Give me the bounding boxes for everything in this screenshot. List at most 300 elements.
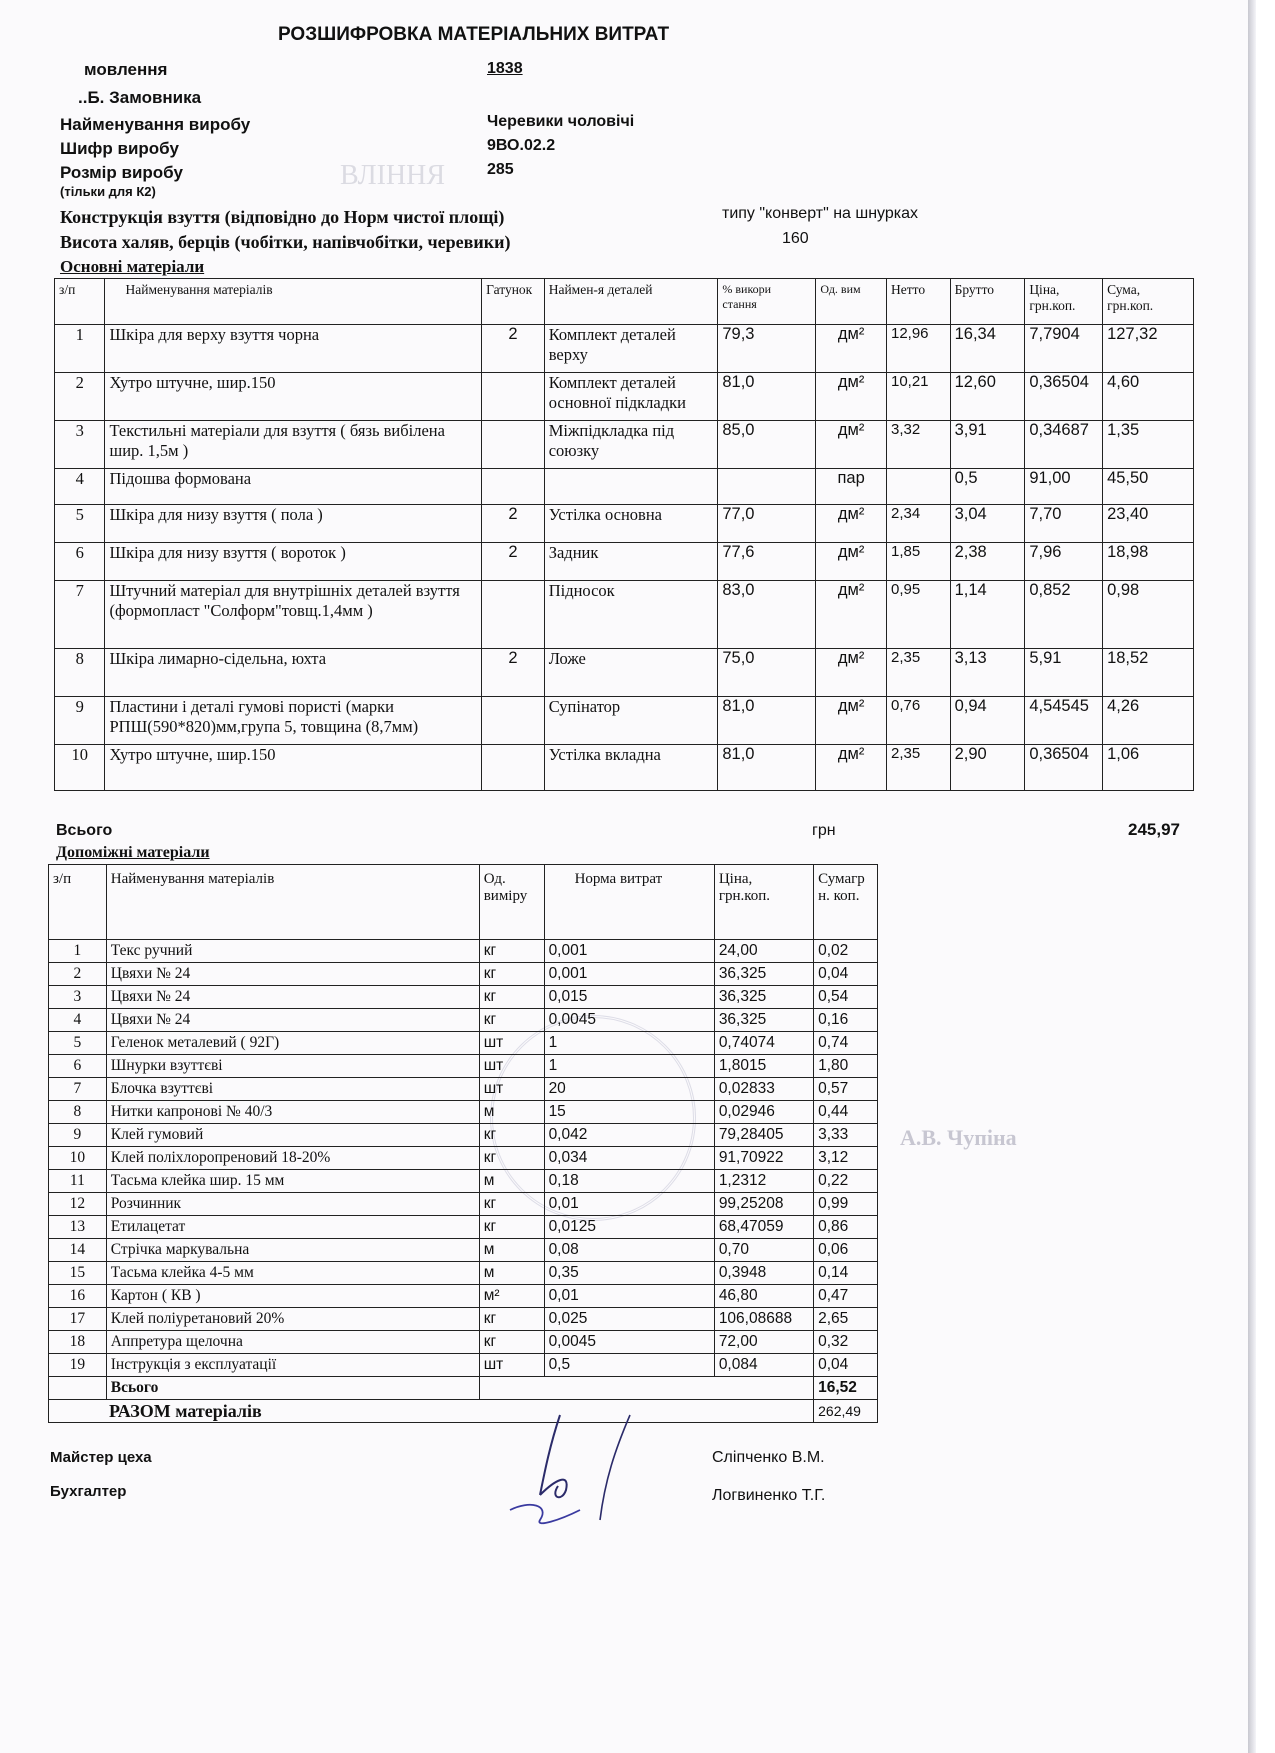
col-sum — [1103, 279, 1194, 325]
gross: 0,94 — [950, 697, 1025, 745]
unit: кг — [479, 1124, 544, 1147]
norm: 1 — [544, 1032, 714, 1055]
detail-name: Устілка основна — [544, 505, 718, 543]
aux-table-row — [49, 1285, 878, 1308]
sum: 0,02 — [814, 940, 878, 963]
aux-table-row — [49, 1124, 878, 1147]
gross: 16,34 — [950, 325, 1025, 373]
row-number: 17 — [49, 1308, 107, 1331]
grade — [482, 373, 545, 421]
detail-name: Підносок — [544, 581, 718, 649]
material-name: Цвяхи № 24 — [106, 986, 479, 1009]
sum: 45,50 — [1103, 469, 1194, 505]
row-number: 1 — [49, 940, 107, 963]
norm: 0,001 — [544, 963, 714, 986]
price: 36,325 — [714, 986, 813, 1009]
net: 2,35 — [886, 745, 950, 791]
row-number: 3 — [55, 421, 105, 469]
aux-table-row — [49, 1216, 878, 1239]
price: 7,96 — [1025, 543, 1103, 581]
handwritten-signature — [500, 1410, 680, 1530]
net: 2,34 — [886, 505, 950, 543]
unit: кг — [479, 963, 544, 986]
usage-pct: 79,3 — [718, 325, 816, 373]
material-name: Шнурки взуттєві — [106, 1055, 479, 1078]
aux-col-price-line2: грн.коп. — [718, 888, 771, 904]
material-name: Тасьма клейка шир. 15 мм — [106, 1170, 479, 1193]
sum: 0,22 — [814, 1170, 878, 1193]
unit: кг — [479, 1308, 544, 1331]
aux-total-label: Всього — [106, 1377, 479, 1400]
row-number: 1 — [55, 325, 105, 373]
main-table-row — [55, 543, 1194, 581]
main-table-row — [55, 697, 1194, 745]
price: 4,54545 — [1025, 697, 1103, 745]
unit: м — [479, 1262, 544, 1285]
usage-pct — [718, 469, 816, 505]
net: 0,95 — [886, 581, 950, 649]
unit: дм² — [816, 697, 887, 745]
grade: 2 — [482, 505, 545, 543]
row-number: 8 — [55, 649, 105, 697]
aux-table-row — [49, 1147, 878, 1170]
order-value: 1838 — [487, 60, 523, 77]
sum: 0,47 — [814, 1285, 878, 1308]
sum: 3,12 — [814, 1147, 878, 1170]
price: 36,325 — [714, 963, 813, 986]
aux-table-body — [49, 940, 878, 1423]
price: 106,08688 — [714, 1308, 813, 1331]
construction-value: типу "конверт" на шнурках — [722, 205, 919, 222]
sum: 0,04 — [814, 963, 878, 986]
norm: 1 — [544, 1055, 714, 1078]
usage-pct: 83,0 — [718, 581, 816, 649]
order-label: мовлення — [84, 60, 168, 79]
main-total-label: Всього — [56, 822, 113, 839]
aux-col-unit-line1: Од. — [483, 871, 506, 887]
page-edge-shadow — [1248, 0, 1256, 1753]
row-number: 5 — [49, 1032, 107, 1055]
usage-pct: 77,6 — [718, 543, 816, 581]
net — [886, 469, 950, 505]
col-detail-name: Наймен-я деталей — [544, 279, 718, 325]
net: 1,85 — [886, 543, 950, 581]
norm: 0,0125 — [544, 1216, 714, 1239]
size-note: (тільки для К2) — [60, 184, 156, 199]
unit: м — [479, 1101, 544, 1124]
sum: 0,06 — [814, 1239, 878, 1262]
row-number: 2 — [55, 373, 105, 421]
usage-pct: 75,0 — [718, 649, 816, 697]
main-total-value: 245,97 — [1128, 820, 1180, 839]
row-number: 12 — [49, 1193, 107, 1216]
gross: 0,5 — [950, 469, 1025, 505]
col-price-line1: Ціна, — [1029, 282, 1060, 297]
material-name: Цвяхи № 24 — [106, 963, 479, 986]
norm: 0,0045 — [544, 1009, 714, 1032]
col-price-line2: грн.коп. — [1029, 298, 1076, 313]
gross: 3,04 — [950, 505, 1025, 543]
document-title: РОЗШИФРОВКА МАТЕРІАЛЬНИХ ВИТРАТ — [278, 24, 670, 45]
sum: 4,26 — [1103, 697, 1194, 745]
sum: 2,65 — [814, 1308, 878, 1331]
detail-name: Комплект деталей основної підкладки — [544, 373, 718, 421]
norm: 0,001 — [544, 940, 714, 963]
usage-pct: 85,0 — [718, 421, 816, 469]
aux-table-row — [49, 1032, 878, 1055]
aux-col-sum-line1: Сумагр — [818, 871, 865, 887]
unit: шт — [479, 1055, 544, 1078]
price: 0,02833 — [714, 1078, 813, 1101]
product-code-value: 9ВО.02.2 — [487, 137, 556, 154]
price: 7,7904 — [1025, 325, 1103, 373]
unit: шт — [479, 1032, 544, 1055]
price: 5,91 — [1025, 649, 1103, 697]
aux-table-row — [49, 1009, 878, 1032]
usage-pct: 81,0 — [718, 697, 816, 745]
col-price — [1025, 279, 1103, 325]
unit: кг — [479, 1009, 544, 1032]
unit: дм² — [816, 581, 887, 649]
price: 7,70 — [1025, 505, 1103, 543]
material-name: Нитки капронові № 40/3 — [106, 1101, 479, 1124]
price: 79,28405 — [714, 1124, 813, 1147]
price: 36,325 — [714, 1009, 813, 1032]
price: 91,70922 — [714, 1147, 813, 1170]
unit: дм² — [816, 421, 887, 469]
grade — [482, 697, 545, 745]
material-name: Підошва формована — [105, 469, 482, 505]
accountant-label: Бухгалтер — [50, 1483, 127, 1500]
bleed-through-signature-name: А.В. Чупіна — [900, 1125, 1017, 1150]
sum: 0,99 — [814, 1193, 878, 1216]
main-table-row — [55, 469, 1194, 505]
aux-table-row — [49, 1193, 878, 1216]
unit: кг — [479, 1216, 544, 1239]
grade: 2 — [482, 543, 545, 581]
main-section-title: Основні матеріали — [60, 257, 205, 276]
detail-name: Комплект деталей верху — [544, 325, 718, 373]
accountant-name: Логвиненко Т.Г. — [712, 1487, 826, 1504]
aux-col-number: з/п — [49, 865, 107, 940]
row-number: 14 — [49, 1239, 107, 1262]
price: 0,36504 — [1025, 745, 1103, 791]
row-number: 4 — [49, 1009, 107, 1032]
row-number: 9 — [55, 697, 105, 745]
price: 0,36504 — [1025, 373, 1103, 421]
usage-pct: 81,0 — [718, 373, 816, 421]
grade — [482, 581, 545, 649]
main-table-row — [55, 325, 1194, 373]
grade — [482, 745, 545, 791]
unit: кг — [479, 940, 544, 963]
unit: кг — [479, 986, 544, 1009]
detail-name: Задник — [544, 543, 718, 581]
detail-name: Міжпідкладка під союзку — [544, 421, 718, 469]
row-number: 6 — [49, 1055, 107, 1078]
gross: 3,13 — [950, 649, 1025, 697]
col-grade: Гатунок — [482, 279, 545, 325]
price: 46,80 — [714, 1285, 813, 1308]
gross: 2,90 — [950, 745, 1025, 791]
material-name: Клей гумовий — [106, 1124, 479, 1147]
sum: 0,04 — [814, 1354, 878, 1377]
detail-name: Устілка вкладна — [544, 745, 718, 791]
price: 68,47059 — [714, 1216, 813, 1239]
sum: 0,74 — [814, 1032, 878, 1055]
row-number: 7 — [55, 581, 105, 649]
sum: 18,98 — [1103, 543, 1194, 581]
sum: 0,57 — [814, 1078, 878, 1101]
unit: кг — [479, 1193, 544, 1216]
row-number: 11 — [49, 1170, 107, 1193]
row-number: 19 — [49, 1354, 107, 1377]
material-name: Геленок металевий ( 92Г) — [106, 1032, 479, 1055]
aux-col-price — [714, 865, 813, 940]
aux-table-row — [49, 1170, 878, 1193]
gross: 1,14 — [950, 581, 1025, 649]
norm: 0,034 — [544, 1147, 714, 1170]
usage-pct: 77,0 — [718, 505, 816, 543]
unit: шт — [479, 1078, 544, 1101]
norm: 0,01 — [544, 1285, 714, 1308]
main-materials-table — [54, 278, 1194, 791]
grand-total-row — [49, 1400, 878, 1423]
main-table-row — [55, 581, 1194, 649]
unit: дм² — [816, 543, 887, 581]
col-unit: Од. вим — [816, 279, 887, 325]
sum: 4,60 — [1103, 373, 1194, 421]
sum: 127,32 — [1103, 325, 1194, 373]
aux-table-row — [49, 1262, 878, 1285]
aux-table-row — [49, 1308, 878, 1331]
price: 24,00 — [714, 940, 813, 963]
gross: 3,91 — [950, 421, 1025, 469]
unit: дм² — [816, 505, 887, 543]
row-number: 16 — [49, 1285, 107, 1308]
col-usage-pct — [718, 279, 816, 325]
product-code-label: Шифр виробу — [60, 139, 179, 158]
aux-col-price-line1: Ціна, — [718, 871, 753, 887]
price: 0,3948 — [714, 1262, 813, 1285]
material-name: Хутро штучне, шир.150 — [105, 373, 482, 421]
detail-name: Ложе — [544, 649, 718, 697]
col-sum-line1: Сума, — [1107, 282, 1141, 297]
construction-label: Конструкція взуття (відповідно до Норм чистої площі) — [60, 207, 505, 227]
material-name: Етилацетат — [106, 1216, 479, 1239]
product-name-label: Найменування виробу — [60, 115, 251, 134]
aux-total-spacer — [479, 1377, 813, 1400]
price: 99,25208 — [714, 1193, 813, 1216]
row-number: 4 — [55, 469, 105, 505]
sum: 1,35 — [1103, 421, 1194, 469]
col-usage-pct-line2: стання — [722, 297, 757, 311]
row-number: 6 — [55, 543, 105, 581]
gross: 12,60 — [950, 373, 1025, 421]
material-name: Шкіра для низу взуття ( пола ) — [105, 505, 482, 543]
sum: 1,80 — [814, 1055, 878, 1078]
aux-col-unit — [479, 865, 544, 940]
aux-total-value: 16,52 — [814, 1377, 878, 1400]
norm: 20 — [544, 1078, 714, 1101]
unit: м² — [479, 1285, 544, 1308]
unit: шт — [479, 1354, 544, 1377]
net: 3,32 — [886, 421, 950, 469]
sum: 0,32 — [814, 1331, 878, 1354]
material-name: Шкіра для низу взуття ( вороток ) — [105, 543, 482, 581]
material-name: Шкіра для верху взуття чорна — [105, 325, 482, 373]
sum: 0,86 — [814, 1216, 878, 1239]
norm: 0,042 — [544, 1124, 714, 1147]
unit: дм² — [816, 373, 887, 421]
unit: дм² — [816, 325, 887, 373]
aux-total-blank — [49, 1377, 107, 1400]
grand-total-label: РАЗОМ матеріалів — [49, 1400, 814, 1423]
norm: 0,015 — [544, 986, 714, 1009]
main-table-row — [55, 421, 1194, 469]
aux-table-row — [49, 1354, 878, 1377]
material-name: Текс ручний — [106, 940, 479, 963]
product-size-value: 285 — [487, 161, 514, 178]
aux-table-row — [49, 1101, 878, 1124]
norm: 0,025 — [544, 1308, 714, 1331]
norm: 0,08 — [544, 1239, 714, 1262]
col-usage-pct-line1: % викори — [722, 282, 772, 296]
grade: 2 — [482, 325, 545, 373]
main-table-row — [55, 649, 1194, 697]
norm: 0,01 — [544, 1193, 714, 1216]
sum: 1,06 — [1103, 745, 1194, 791]
height-label: Висота халяв, берців (чобітки, напівчобітки, черевики) — [60, 232, 511, 252]
norm: 0,0045 — [544, 1331, 714, 1354]
unit: пар — [816, 469, 887, 505]
aux-table-row — [49, 1239, 878, 1262]
sum: 23,40 — [1103, 505, 1194, 543]
row-number: 15 — [49, 1262, 107, 1285]
row-number: 3 — [49, 986, 107, 1009]
sum: 0,98 — [1103, 581, 1194, 649]
sum: 0,16 — [814, 1009, 878, 1032]
aux-col-sum-line2: н. коп. — [818, 888, 860, 904]
grade — [482, 469, 545, 505]
aux-table-row — [49, 940, 878, 963]
aux-col-unit-line2: виміру — [483, 888, 528, 904]
aux-total-row — [49, 1377, 878, 1400]
row-number: 10 — [55, 745, 105, 791]
price: 0,34687 — [1025, 421, 1103, 469]
price: 0,70 — [714, 1239, 813, 1262]
material-name: Клей поліхлоропреновий 18-20% — [106, 1147, 479, 1170]
price: 0,74074 — [714, 1032, 813, 1055]
material-name: Блочка взуттєві — [106, 1078, 479, 1101]
price: 1,8015 — [714, 1055, 813, 1078]
master-label: Майстер цеха — [50, 1449, 152, 1466]
usage-pct: 81,0 — [718, 745, 816, 791]
product-name-value: Черевики чоловічі — [487, 113, 635, 130]
row-number: 5 — [55, 505, 105, 543]
material-name: Текстильні матеріали для взуття ( бязь вибілена шир. 1,5м ) — [105, 421, 482, 469]
row-number: 9 — [49, 1124, 107, 1147]
norm: 0,18 — [544, 1170, 714, 1193]
aux-col-material-name: Найменування матеріалів — [106, 865, 479, 940]
aux-section-title: Допоміжні матеріали — [56, 844, 210, 861]
aux-table-row — [49, 963, 878, 986]
main-table-row — [55, 373, 1194, 421]
col-material-name: Найменування матеріалів — [105, 279, 482, 325]
row-number: 7 — [49, 1078, 107, 1101]
grand-total-value: 262,49 — [814, 1400, 878, 1423]
net: 0,76 — [886, 697, 950, 745]
unit: дм² — [816, 649, 887, 697]
material-name: Тасьма клейка 4-5 мм — [106, 1262, 479, 1285]
material-name: Пластини і деталі гумові пористі (марки РПШ(590*820)мм,група 5, товщина (8,7мм) — [105, 697, 482, 745]
material-name: Аппретура щелочна — [106, 1331, 479, 1354]
col-gross: Брутто — [950, 279, 1025, 325]
material-name: Цвяхи № 24 — [106, 1009, 479, 1032]
aux-table-row — [49, 1331, 878, 1354]
material-name: Інструкція з експлуатації — [106, 1354, 479, 1377]
aux-table-row — [49, 986, 878, 1009]
price: 72,00 — [714, 1331, 813, 1354]
sum: 0,54 — [814, 986, 878, 1009]
col-sum-line2: грн.коп. — [1107, 298, 1154, 313]
main-table-header-row — [55, 279, 1194, 325]
row-number: 18 — [49, 1331, 107, 1354]
gross: 2,38 — [950, 543, 1025, 581]
sum: 3,33 — [814, 1124, 878, 1147]
material-name: Штучний матеріал для внутрішніх деталей взуття (формопласт "Солформ"товщ.1,4мм ) — [105, 581, 482, 649]
aux-materials-table — [48, 864, 878, 1423]
net: 10,21 — [886, 373, 950, 421]
sum: 18,52 — [1103, 649, 1194, 697]
price: 0,084 — [714, 1354, 813, 1377]
aux-table-row — [49, 1055, 878, 1078]
grade: 2 — [482, 649, 545, 697]
height-value: 160 — [782, 230, 809, 247]
material-name: Розчинник — [106, 1193, 479, 1216]
price: 91,00 — [1025, 469, 1103, 505]
aux-col-norm: Норма витрат — [544, 865, 714, 940]
net: 12,96 — [886, 325, 950, 373]
detail-name: Супінатор — [544, 697, 718, 745]
aux-col-sum — [814, 865, 878, 940]
price: 1,2312 — [714, 1170, 813, 1193]
material-name: Шкіра лимарно-сідельна, юхта — [105, 649, 482, 697]
sum: 0,14 — [814, 1262, 878, 1285]
sum: 0,44 — [814, 1101, 878, 1124]
row-number: 13 — [49, 1216, 107, 1239]
price: 0,02946 — [714, 1101, 813, 1124]
row-number: 8 — [49, 1101, 107, 1124]
unit: м — [479, 1239, 544, 1262]
main-table-row — [55, 745, 1194, 791]
grade — [482, 421, 545, 469]
material-name: Стрічка маркувальна — [106, 1239, 479, 1262]
unit: кг — [479, 1147, 544, 1170]
unit: дм² — [816, 745, 887, 791]
material-name: Хутро штучне, шир.150 — [105, 745, 482, 791]
norm: 0,5 — [544, 1354, 714, 1377]
bleed-through-text: ВЛІННЯ — [340, 160, 446, 191]
aux-table-row — [49, 1078, 878, 1101]
material-name: Картон ( КВ ) — [106, 1285, 479, 1308]
unit: кг — [479, 1331, 544, 1354]
aux-table-header-row — [49, 865, 878, 940]
main-table-row — [55, 505, 1194, 543]
net: 2,35 — [886, 649, 950, 697]
unit: м — [479, 1170, 544, 1193]
master-name: Сліпченко В.М. — [712, 1449, 825, 1466]
